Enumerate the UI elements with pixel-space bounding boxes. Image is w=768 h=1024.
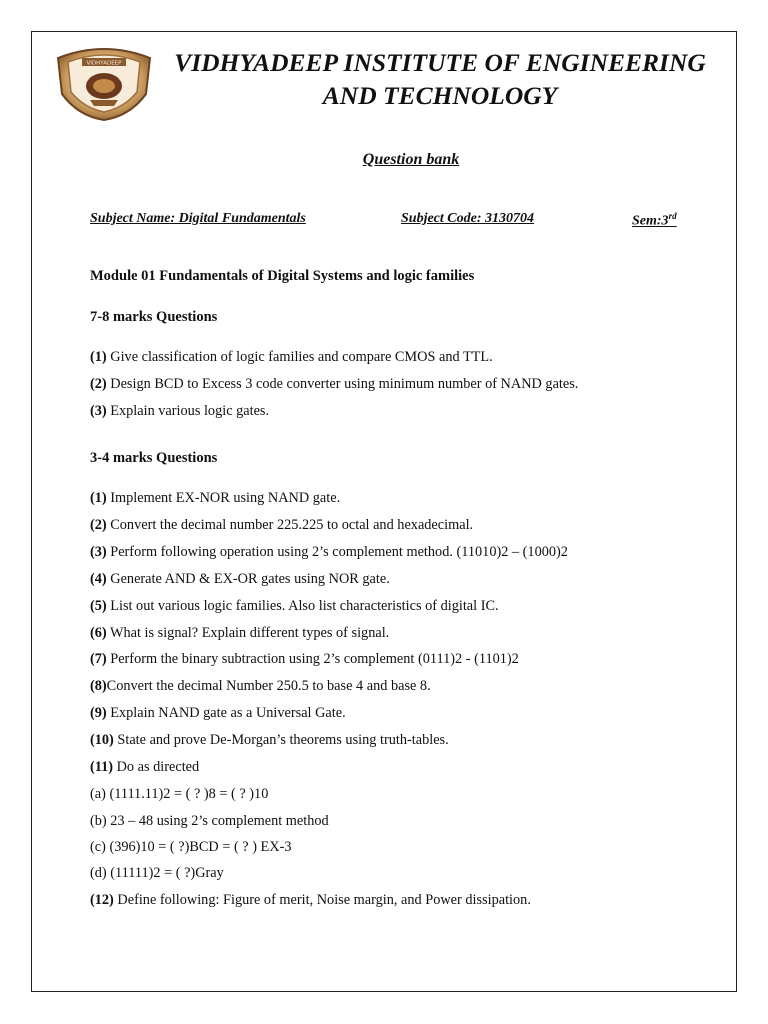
question-number: (1) [90, 490, 107, 506]
question-item [90, 490, 340, 507]
question-text: Convert the decimal number 225.225 to octal and hexadecimal. [106, 517, 474, 533]
question-number: (12) [90, 892, 114, 908]
question-number: (3) [90, 403, 107, 419]
question-text: Explain various logic gates. [106, 403, 270, 419]
question-number: (2) [90, 376, 107, 392]
semester-text: Sem:3 [632, 213, 669, 229]
question-text: Convert the decimal Number 250.5 to base 4 and base 8. [106, 678, 431, 694]
question-number: (7) [90, 651, 107, 667]
question-number: (2) [90, 517, 107, 533]
question-text: Give classification of logic families and compare CMOS and TTL. [106, 349, 493, 365]
question-item [90, 349, 493, 366]
question-item [90, 892, 531, 909]
sub-question-item [90, 865, 224, 882]
question-number: (1) [90, 349, 107, 365]
svg-text:VIDHYADEEP: VIDHYADEEP [86, 60, 122, 67]
sub-question-item [90, 813, 329, 830]
question-item [90, 759, 199, 776]
question-item [90, 571, 390, 588]
question-text: Define following: Figure of merit, Noise margin, and Power dissipation. [113, 892, 531, 908]
section-heading: 7-8 marks Questions [90, 309, 218, 325]
sub-question-item [90, 839, 292, 856]
semester-suffix: rd [668, 211, 677, 221]
question-item [90, 625, 389, 642]
question-number: (10) [90, 732, 114, 748]
institute-logo [50, 44, 158, 122]
question-item [90, 598, 499, 615]
question-item [90, 732, 449, 749]
section-heading: 3-4 marks Questions [90, 450, 218, 466]
question-text: List out various logic families. Also list characteristics of digital IC. [106, 598, 499, 614]
title-line-1: VIDHYADEEP INSTITUTE OF ENGINEERING [174, 48, 706, 77]
question-text: Generate AND & EX-OR gates using NOR gate. [106, 571, 390, 587]
question-number: (4) [90, 571, 107, 587]
subject-name: Subject Name: Digital Fundamentals [90, 211, 306, 226]
doc-type-heading: Question bank [362, 151, 460, 168]
question-text: Do as directed [113, 759, 200, 775]
question-text: Perform the binary subtraction using 2’s complement (0111)2 - (1101)2 [106, 651, 519, 667]
question-number: (11) [90, 759, 114, 775]
question-text: Explain NAND gate as a Universal Gate. [106, 705, 346, 721]
question-text: (b) 23 – 48 using 2’s complement method [90, 813, 329, 829]
institute-title [165, 46, 715, 112]
question-item [90, 705, 346, 722]
question-text: Perform following operation using 2’s complement method. (11010)2 – (1000)2 [106, 544, 568, 560]
module-title: Module 01 Fundamentals of Digital Systems and logic families [90, 268, 475, 284]
question-item [90, 376, 578, 393]
question-number: (3) [90, 544, 107, 560]
question-item [90, 651, 519, 668]
sub-question-item [90, 786, 268, 803]
question-number: (8) [90, 678, 107, 694]
question-number: (5) [90, 598, 107, 614]
question-item [90, 544, 568, 561]
question-number: (6) [90, 625, 107, 641]
question-text: (d) (11111)2 = ( ?)Gray [90, 865, 224, 881]
subject-code: Subject Code: 3130704 [401, 211, 534, 226]
question-text: State and prove De-Morgan’s theorems using truth-tables. [113, 732, 449, 748]
question-item [90, 403, 269, 420]
semester [632, 211, 677, 230]
question-number: (9) [90, 705, 107, 721]
question-item [90, 678, 431, 695]
title-line-2: AND TECHNOLOGY [322, 81, 558, 110]
question-text: (a) (1111.11)2 = ( ? )8 = ( ? )10 [90, 786, 269, 802]
question-item [90, 517, 473, 534]
question-text: (c) (396)10 = ( ?)BCD = ( ? ) EX-3 [90, 839, 292, 855]
question-text: Design BCD to Excess 3 code converter using minimum number of NAND gates. [106, 376, 579, 392]
question-text: Implement EX-NOR using NAND gate. [106, 490, 341, 506]
question-text: What is signal? Explain different types of signal. [106, 625, 390, 641]
